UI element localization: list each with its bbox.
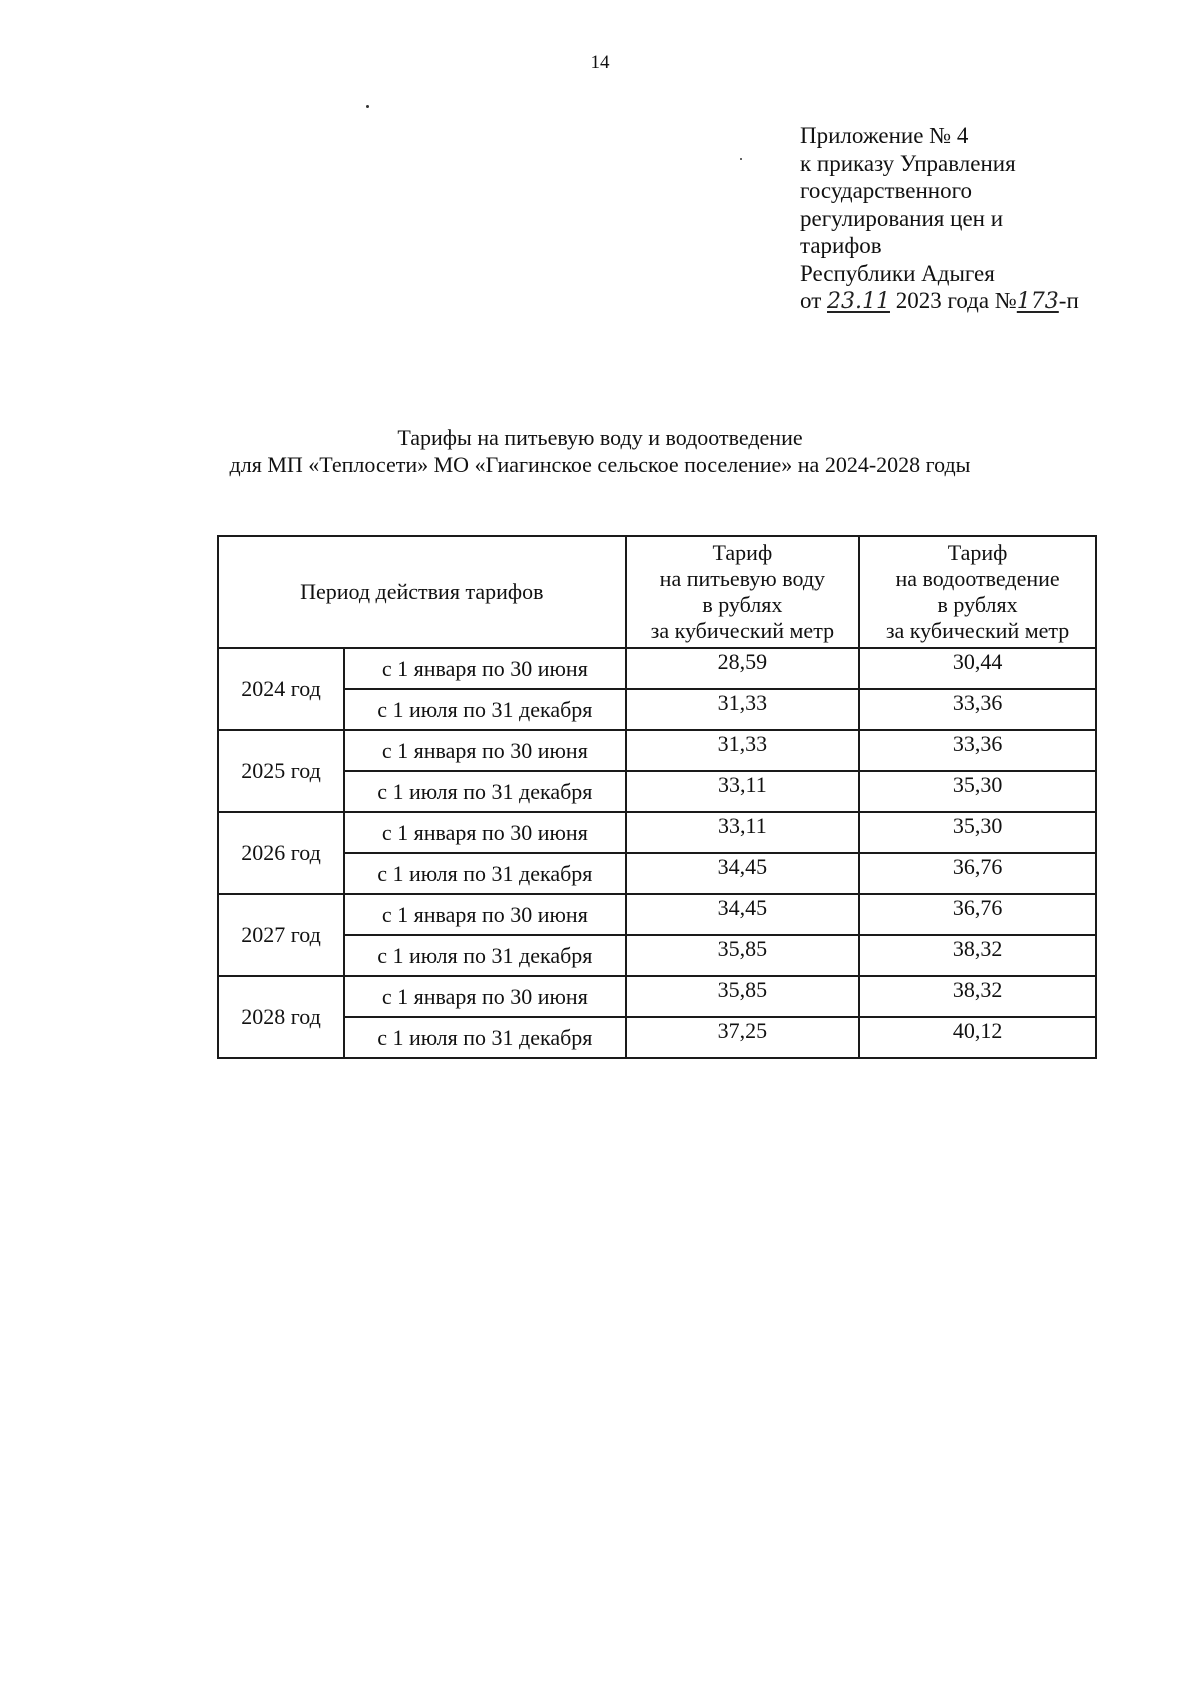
header-line: Тариф [947, 540, 1008, 565]
header-water-tariff [626, 536, 860, 648]
page-number: 14 [590, 52, 610, 73]
water-tariff-cell: 35,85 [626, 976, 860, 1017]
table-header-row [218, 536, 1096, 648]
appendix-line: к приказу Управления [800, 150, 1016, 176]
table-row [218, 853, 1096, 894]
sewer-tariff-cell: 33,36 [859, 689, 1096, 730]
water-tariff-cell: 37,25 [626, 1017, 860, 1058]
year-cell: 2026 год [218, 812, 344, 894]
table-row [218, 648, 1096, 689]
sewer-tariff-cell: 38,32 [859, 935, 1096, 976]
date-suffix: 2023 года № [895, 288, 1017, 313]
water-tariff-cell: 34,45 [626, 894, 860, 935]
period-cell: с 1 января по 30 июня [344, 976, 626, 1017]
appendix-line: регулирования цен и [800, 205, 1004, 231]
handwritten-date: 23.11 [827, 289, 890, 314]
order-number-suffix: -п [1058, 288, 1079, 313]
scan-speck [740, 158, 742, 160]
period-cell: с 1 января по 30 июня [344, 730, 626, 771]
table-row [218, 730, 1096, 771]
period-cell: с 1 июля по 31 декабря [344, 771, 626, 812]
tariff-table [217, 535, 1097, 1059]
table-row [218, 894, 1096, 935]
table-row [218, 1017, 1096, 1058]
water-tariff-cell: 31,33 [626, 689, 860, 730]
title-line-1: Тарифы на питьевую воду и водоотведение [397, 425, 803, 450]
appendix-line: Приложение № 4 [800, 123, 969, 148]
period-cell: с 1 января по 30 июня [344, 894, 626, 935]
period-cell: с 1 июля по 31 декабря [344, 935, 626, 976]
appendix-block [800, 122, 1120, 316]
header-line: за кубический метр [650, 618, 835, 643]
table-row [218, 771, 1096, 812]
scan-speck [366, 105, 369, 108]
water-tariff-cell: 28,59 [626, 648, 860, 689]
sewer-tariff-cell: 35,30 [859, 812, 1096, 853]
date-prefix: от [800, 288, 822, 313]
period-cell: с 1 июля по 31 декабря [344, 853, 626, 894]
water-tariff-cell: 33,11 [626, 812, 860, 853]
table-row [218, 812, 1096, 853]
appendix-line: государственного [800, 178, 972, 203]
header-line: Тариф [712, 540, 773, 565]
water-tariff-cell: 31,33 [626, 730, 860, 771]
header-line: в рублях [702, 592, 783, 617]
sewer-tariff-cell: 33,36 [859, 730, 1096, 771]
water-tariff-cell: 35,85 [626, 935, 860, 976]
year-cell: 2025 год [218, 730, 344, 812]
period-cell: с 1 июля по 31 декабря [344, 1017, 626, 1058]
sewer-tariff-cell: 40,12 [859, 1017, 1096, 1058]
sewer-tariff-cell: 35,30 [859, 771, 1096, 812]
title-line-2: для МП «Теплосети» МО «Гиагинское сельское поселение» на 2024-2028 годы [229, 452, 971, 477]
water-tariff-cell: 33,11 [626, 771, 860, 812]
table-row [218, 935, 1096, 976]
sewer-tariff-cell: 38,32 [859, 976, 1096, 1017]
header-period: Период действия тарифов [218, 536, 626, 648]
header-line: за кубический метр [885, 618, 1070, 643]
document-title [0, 424, 1200, 478]
water-tariff-cell: 34,45 [626, 853, 860, 894]
period-cell: с 1 июля по 31 декабря [344, 689, 626, 730]
header-line: в рублях [937, 592, 1018, 617]
sewer-tariff-cell: 36,76 [859, 894, 1096, 935]
period-cell: с 1 января по 30 июня [344, 648, 626, 689]
order-date-line [800, 287, 1120, 316]
year-cell: 2028 год [218, 976, 344, 1058]
table-row [218, 976, 1096, 1017]
sewer-tariff-cell: 36,76 [859, 853, 1096, 894]
year-cell: 2027 год [218, 894, 344, 976]
sewer-tariff-cell: 30,44 [859, 648, 1096, 689]
handwritten-order-number: 173 [1016, 289, 1059, 314]
period-cell: с 1 января по 30 июня [344, 812, 626, 853]
header-sewer-tariff [859, 536, 1096, 648]
header-line: на водоотведение [895, 566, 1060, 591]
year-cell: 2024 год [218, 648, 344, 730]
table-row [218, 689, 1096, 730]
appendix-line: Республики Адыгея [800, 260, 995, 286]
header-line: на питьевую воду [659, 566, 826, 591]
appendix-line: тарифов [800, 233, 882, 258]
